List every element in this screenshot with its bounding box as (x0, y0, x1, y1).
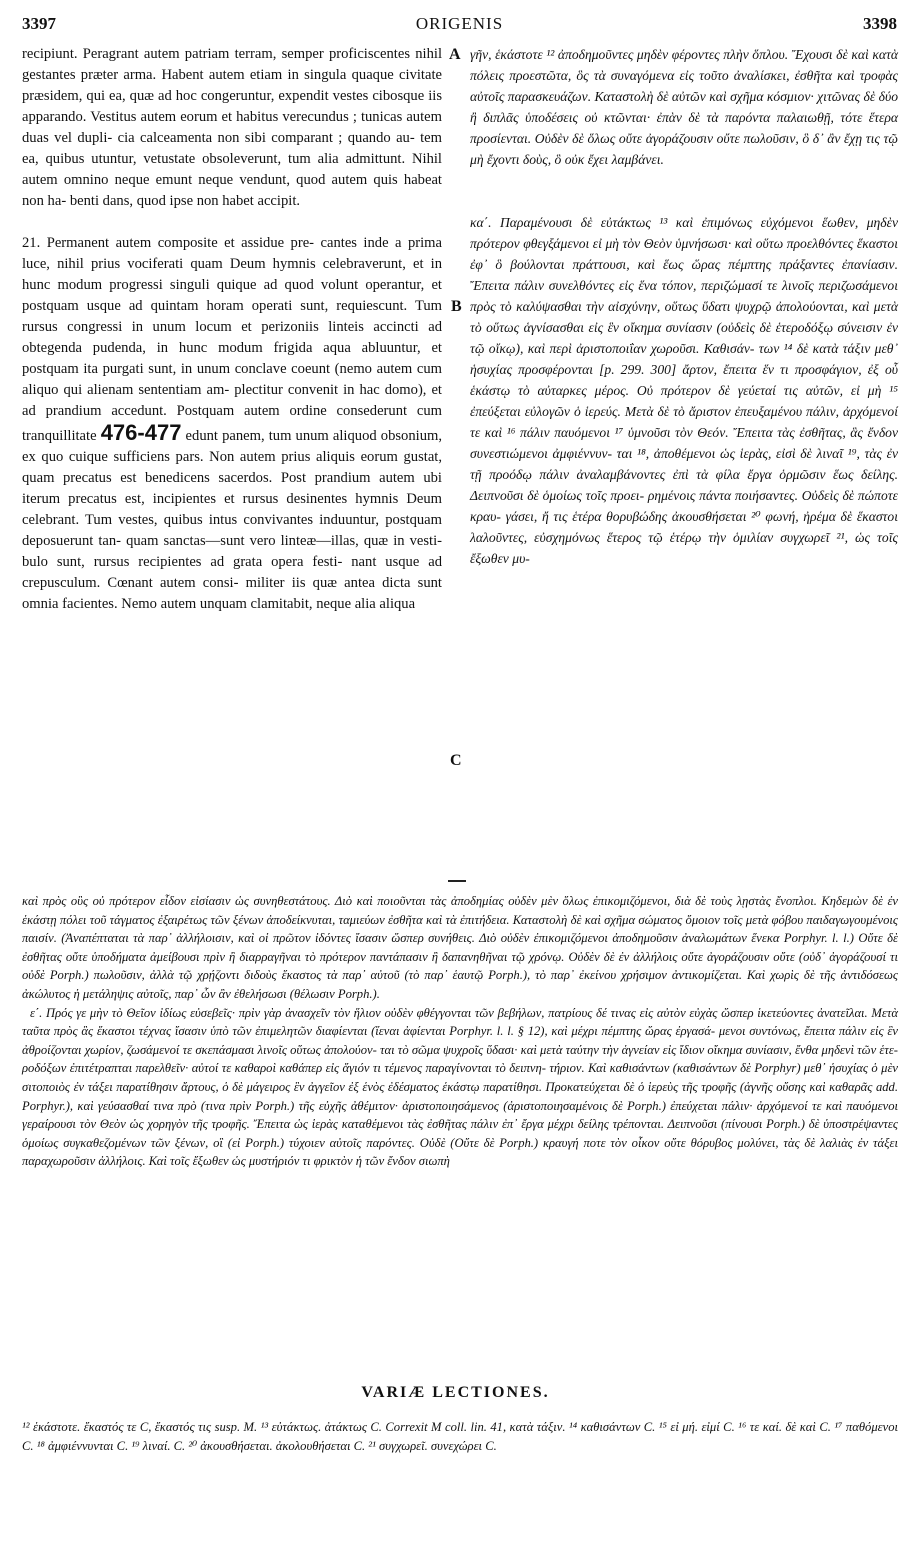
page-number-right: 3398 (863, 14, 897, 33)
latin-paragraph-1: recipiunt. Peragrant autem patriam terram, semper proficiscentes nihil gestantes præter arma. Habent autem etiam in singula quaque civitate præsidem, qui ea, quæ ad hoc congeruntur, expendit vestes cibosque iis apparando. Vestitus autem eorum et habitus verecundus ; tunicas autem duas vel dupli- cia calceamenta non sibi comparant ; quando au- tem ea, quibus utuntur, vetustate obsoleverunt, tum alia admittunt. Nihil autem omnino neque emunt neque vendunt, quod autem quis habeat non ha- benti dans, quod ipse non habet accipit. (22, 46, 442, 209)
variae-lectiones-heading: VARIÆ LECTIONES. (361, 1384, 550, 1401)
page-number-left: 3397 (22, 14, 56, 33)
latin-column (22, 44, 442, 615)
variae-lectiones-text: ¹² ἑκάστοτε. ἕκαστός τε C, ἕκαστός τις susp. M. ¹³ εὐτάκτως. ἀτάκτως C. Correxit M coll. lin. 41, κατὰ τάξιν. ¹⁴ καθισάντων C. ¹⁵ εἰ μή. εἰμί C. ¹⁶ τε καί. δὲ καὶ C. ¹⁷ παθόμενοι C. ¹⁸ ἀμφιέννυνται C. ¹⁹ λιναί. C. ²⁰ ἀκουσθήσεται. ἀκολουθήσεται C. ²¹ συγχωρεῖ. συνεχώρει C. (22, 1420, 898, 1453)
running-title: ORIGENIS (415, 14, 504, 33)
greek-paragraph-1: γῆν, ἑκάστοτε ¹² ἀποδημοῦντες μηδὲν φέροντες πλὴν ὅπλου. Ἔχουσι δὲ καὶ κατὰ πόλεις προεστῶτα, ὃς τὰ συναγόμενα εἰς τοῦτο ἀναλίσκει, ἐσθῆτα καὶ τροφὰς αὐτοῖς παρασκευάζων. Καταστολὴ δὲ αὐτῶν καὶ σχῆμα κόσμιον· χιτῶνας δὲ δύο ἢ διπλᾶς ὑποδέσεις οὐ κτῶνται· ἐπὰν δὲ τὰ παρόντα παλαιωθῇ, τότε ἕτερα προσίενται. Οὐδὲν δὲ ὅλως οὔτε ἀγοράζουσιν οὔτε πωλοῦσιν, ὃ δ᾽ ἂν ἔχῃ τις τῷ μὴ ἔχοντι δοὺς, ὃ οὐκ ἔχει λαμβάνει. (470, 47, 898, 167)
margin-marker-c: C (450, 752, 462, 769)
latin-paragraph-2-start: 21. Permanent autem composite et assidue pre- cantes inde a prima luce, nihil prius vociferati quam Deum hymnis celebraverunt, et in hunc modum progressi singuli quique ad quod volunt operantur, et postquam usque ad quintam horam operati sunt, requiescunt. Tum rursus congressi in unum locum et perizoniis linteis accincti ad obtegenda pudenda, in hunc modum frigida aqua abluuntur, et postquam ita purgati sunt, in unum conclave coeunt (nemo autem cum aliquo qui alienam sententiam am- plectitur convenit in hac domo), et ad prandium accedunt. Postquam autem ordine consederunt cum tranquillitate (22, 235, 442, 444)
section-divider (448, 880, 466, 882)
latin-paragraph-2 (22, 233, 442, 615)
page-header (22, 14, 897, 42)
footnotes-block (22, 892, 898, 1171)
column-number-badge: 476-477 (100, 420, 182, 445)
latin-paragraph-2-end: edunt panem, tum unum aliquod obsonium, ex quo cuique sufficiens pars. Non autem prius aliquis eorum gustat, quam precatus est benedicens sacerdos. Post prandium autem ubi iterum precatus est, incipientes et rursus desinentes hymnis Deum celebrant. Tum vestes, quibus intus convivantes induuntur, postquam deposuerunt tan- quam sanctas—sunt vero linteæ—illas, quæ in vesti- bulo sunt, rursus recipientes ad grata opera festi- nant usque ad crepusculum. Cœnant autem consi- militer iis quæ antea dicta sunt omnia facientes. Nemo autem unquam clamitabit, neque alia aliqua (22, 428, 442, 612)
greek-paragraph-2: κα΄. Παραμένουσι δὲ εὐτάκτως ¹³ καὶ ἐπιμόνως εὐχόμενοι ἕωθεν, μηδὲν πρότερον φθεγξάμενοι εἰ μὴ τὸν Θεὸν ὑμνήσωσι· καὶ οὕτω προελθόντες ἕκαστοι ἐφ᾽ ὃ βούλονται πράττουσι, καὶ ἕως ὥρας πέμπτης πράξαντες ἐπανίασιν. Ἔπειτα πάλιν συνελθόντες εἰς ἕνα τόπον, περιζώμασί τε λινοῖς περιζωσάμενοι πρὸς τὸ καλύψασθαι τὴν αἰσχύνην, οὕτως ὕδατι ψυχρῷ ἀπολούονται, καὶ μετὰ τὸ οὕτως ἁγνίσασθαι εἰς ἓν οἴκημα συνίασιν (οὐδεὶς δὲ ἑτεροδόξῳ σύνεισιν ἐν τῷ οἴκῳ), καὶ περὶ ἀριστοποιΐαν χωροῦσι. Καθισάν- των ¹⁴ δὲ κατὰ τάξιν μεθ᾽ ἡσυχίας προσφέρονται [p. 299. 300] ἄρτον, ἔπειτα ἕν τι προσφάγιον, ἐξ οὗ ἑκάστῳ τὸ αὐταρκες μέρος. Οὐ πρότερον δὲ γεύεταί τις αὐτῶν, εἰ μὴ ¹⁵ ἐπεύξεται εὐλογῶν ὁ ἱερεύς. Μετὰ δὲ τὸ ἄριστον ἐπευξαμένου πάλιν, ἀρχόμενοί τε καὶ ¹⁶ πάλιν παυόμενοι ¹⁷ ὑμνοῦσι τὸν Θεόν. Ἔπειτα τὰς ἐσθῆτας, ἃς ἔνδον συνεστιώμενοι ἀμφιέννυν- ται ¹⁸, ἀποθέμενοι ὡς ἱερὰς, εἰσὶ δὲ λιναῖ ¹⁹, τὰς ἐν τῇ προόδῳ πάλιν ἀναλαμβάνοντες ἐπὶ τὰ φίλα ἔργα ὁρμῶσιν ἕως δείλης. Δειπνοῦσι δὲ ὁμοίως τοῖς προει- ρημένοις πάντα ποιήσαντες. Οὐδεὶς δὲ πώποτε κραυ- γάσει, ἤ τις ἑτέρα θορυβώδης ἀκουσθήσεται ²⁰ φωνή, ἠρέμα δὲ ἕκαστοι λαλοῦντες, εὐσχημόνως ἕτερος τῷ ἑτέρῳ τὴν ὁμιλίαν συγχωρεῖ ²¹, ὡς τοῖς ἔξωθεν μυ- (470, 215, 898, 566)
footnote-paragraph-2: ε΄. Πρός γε μὴν τὸ Θεῖον ἰδίως εὐσεβεῖς· πρὶν γὰρ ἀνασχεῖν τὸν ἥλιον οὐδὲν φθέγγονται τῶν βεβήλων, πατρίους δέ τινας εἰς αὐτὸν εὐχὰς ὥσπερ ἱκετεύοντες ἀνατεῖλαι. Μετὰ ταῦτα πρὸς ἃς ἕκαστοι τέχνας ἴσασιν ὑπὸ τῶν ἐπιμελητῶν διαφίενται (ἵεναι ἀφίενται Porphyr. l. l. § 12), καὶ μέχρι πέμπτης ὥρας ἐργασά- μενοι συντόνως, ἔπειτα πάλιν εἰς ἓν ἀθροίζονται χωρίον, ζωσάμενοί τε σκεπάσμασι λινοῖς οὕτως ἀπολούον- ται τὸ σῶμα ψυχροῖς ὕδασι· καὶ μετὰ ταύτην τὴν ἁγνείαν εἰς ἴδιον οἴκημα συνίασιν, ἔνθα μηδενὶ τῶν ἑτε- ροδόξων ἐπιτέτραπται παρελθεῖν· αὐτοί τε καθαροὶ καθάπερ εἰς ἅγιόν τι τέμενος παραγίνονται τὸ δειπνη- τήριον. Καὶ καθισάντων (καθισάντων δὲ Porphyr) μεθ᾽ ἡσυχίας ὁ μὲν σιτοποιὸς ἐν τάξει παρατίθησιν ἄρτους, ὁ δὲ μάγειρος ἓν ἀγγεῖον ἐξ ἑνὸς ἐδέσματος ἑκάστῳ παρατίθησι. Προκατεύχεται δὲ ὁ ἱερεὺς τῆς τροφῆς (ἁγνῆς οὔσης καὶ καθαρᾶς add. Porphyr.), καὶ γεύσασθαί τινα πρὸ (τινα πρὶν Porph.) τῆς εὐχῆς ἀθέμιτον· ἀριστοποιησάμενος (ἀριστοποιησαμένοις δὲ Porph.) ἐπεύχεται πάλιν· ἀρχόμενοί τε καὶ παυόμενοι γεραίρουσι τὸν Θεὸν ὡς χορηγὸν τῆς τροφῆς. Ἔπειτα ὡς ἱερὰς καταθέμενοι τὰς ἐσθῆτας πάλιν ἐπ᾽ ἔργα μέχρι δείλης τρέπονται. Δειπνοῦσι (πίνουσι Porph.) δὲ ὑποστρέψαντες ὁμοίως συγκαθεζομένων τῶν ξένων, οἳ (εἰ Porph.) τύχοιεν αὐτοῖς παρόντες. Οὐδὲ (Οὔτε δὲ Porph.) κραυγή ποτε τὸν οἶκον οὔτε θόρυβος μολύνει, τὰς δὲ λαλιὰς ἐν τάξει παραχωροῦσιν ἀλλήλοις. Καὶ τοῖς ἔξωθεν ὡς μυστήριόν τι φρικτὸν ἡ τῶν ἔνδον σιωπὴ (22, 1005, 898, 1169)
margin-marker-b: B (451, 298, 462, 315)
greek-column (470, 44, 898, 569)
variae-lectiones-block (22, 1418, 898, 1456)
margin-marker-a: A (449, 46, 461, 63)
footnote-paragraph-1: καὶ πρὸς οὓς οὐ πρότερον εἶδον εἰσίασιν ὡς συνηθεστάτους. Διὸ καὶ ποιοῦνται τὰς ἀποδημίας οὐδὲν μὲν ὅλως ἐπικομιζόμενοι, διὰ δὲ τοὺς λῃστὰς ἔνοπλοι. Κηδεμὼν δὲ ἐν ἑκάστῃ πόλει τοῦ τάγματος ἐξαιρέτως τῶν ξένων ἀποδείκνυται, ταμιεύων ἐσθῆτα καὶ τὰ ἐπιτήδεια. Καταστολὴ δὲ καὶ σχῆμα σώματος ὅμοιον τοῖς μετὰ φόβου παιδαγωγουμένοις παισίν. (Ἀναπέπταται τὰ παρ᾽ ἀλλήλοισιν, καὶ οἱ πρῶτον ἰδόντες ἴσασιν ὥσπερ συνήθεις. Διὸ οὐδὲν ἐπικομιζόμενοι ἀποδημοῦσιν ἀναλωμάτων ἕνεκα Porphyr. l. l.) Οὔτε δὲ ἐσθῆτας οὔτε ὑποδήματα ἀμείβουσι πρὶν ἢ διαρραγῆναι τὸ πρότερον παντάπασιν ἢ δαπανηθῆναι τῷ χρόνῳ. Οὐδὲν δὲ ἐν ἀλλήλοις οὔτε ἀγοράζουσιν οὔτε (οὐδ᾽ ἀγοράζουσί τι οὐδὲ Porph.) πωλοῦσιν, ἀλλὰ τῷ χρῄζοντι διδοὺς ἕκαστος τὰ παρ᾽ αὐτοῦ (τὸ παρ᾽ ἑαυτῷ Porph.), τὸ παρ᾽ ἐκείνου χρήσιμον ἀντικομίζεται. Καὶ χωρὶς δὲ τῆς ἀντιδόσεως ἀκώλυτος ἡ μετάληψις αὐτοῖς, παρ᾽ ὧν ἂν ἐθελήσωσι (θέλωσιν Porph.). (22, 894, 898, 1001)
